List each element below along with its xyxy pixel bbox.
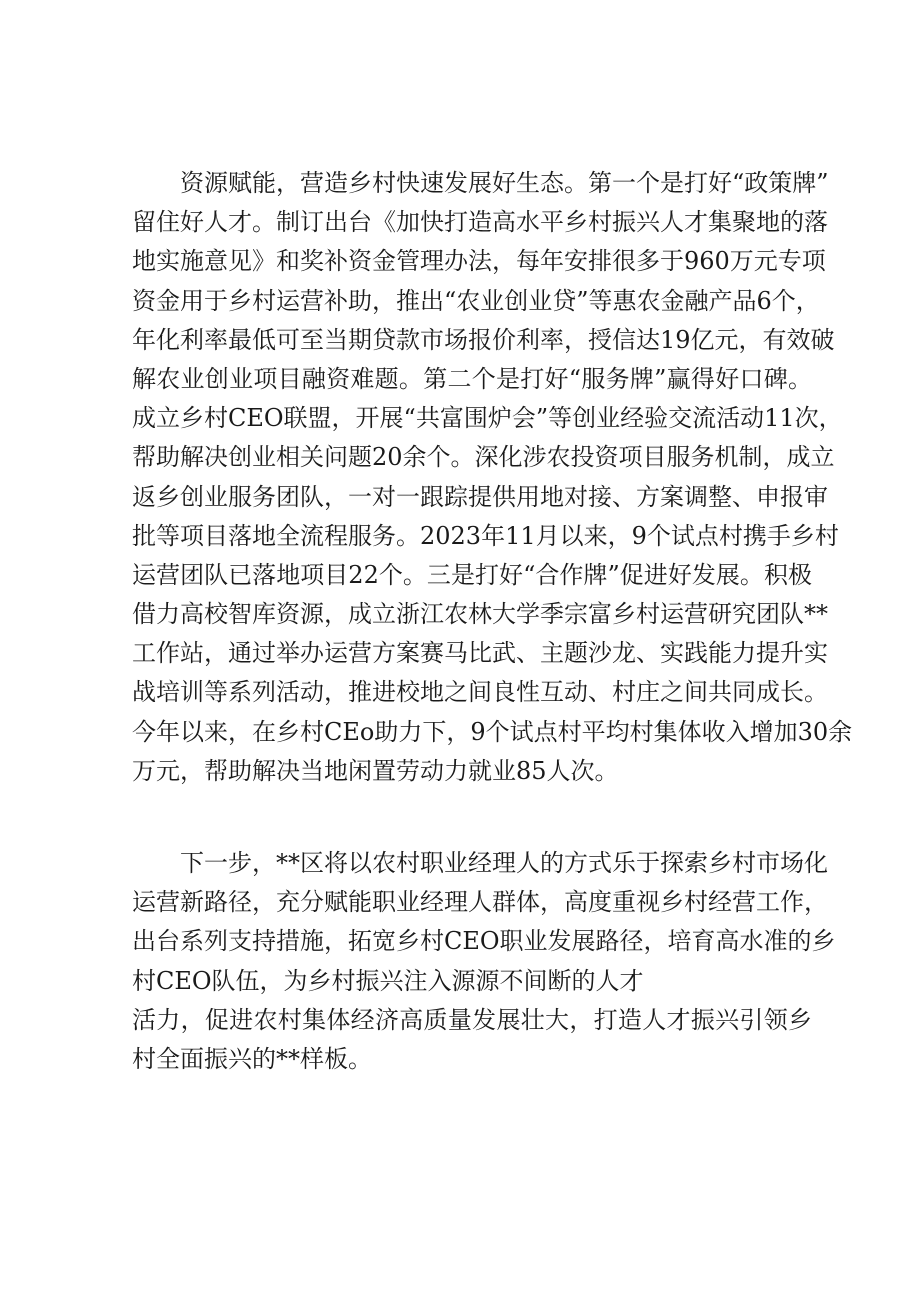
text-line: 解农业创业项目融资难题。第二个是打好“服务牌”赢得好口碑。 xyxy=(132,364,812,393)
text-line: 留住好人才。制订出台《加快打造高水平乡村振兴人才集聚地的落 xyxy=(132,208,828,237)
text-line: 运营新路径，充分赋能职业经理人群体，高度重视乡村经营工作， xyxy=(132,888,828,917)
text-line: 资金用于乡村运营补助，推出“农业创业贷”等惠农金融产品6个， xyxy=(132,286,820,315)
paragraph-next-step xyxy=(132,844,836,1079)
text-line: 村全面振兴的**样板。 xyxy=(132,1044,372,1073)
text-line: 年化利率最低可至当期贷款市场报价利率，授信达19亿元，有效破 xyxy=(132,325,835,354)
text-line: 返乡创业服务团队，一对一跟踪提供用地对接、方案调整、申报审 xyxy=(132,482,828,511)
text-line: 下一步，**区将以农村职业经理人的方式乐于探索乡村市场化 xyxy=(180,849,828,877)
text-line: 村CEO队伍，为乡村振兴注入源源不间断的人才 xyxy=(132,966,644,995)
text-line: 出台系列支持措施，拓宽乡村CEO职业发展路径，培育高水准的乡 xyxy=(132,927,836,956)
text-line: 工作站，通过举办运营方案赛马比武、主题沙龙、实践能力提升实 xyxy=(132,639,828,668)
paragraph-resource-empowerment xyxy=(132,164,853,791)
text-line: 战培训等系列活动，推进校地之间良性互动、村庄之间共同成长。 xyxy=(132,678,828,707)
text-line: 地实施意见》和奖补资金管理办法，每年安排很多于960万元专项 xyxy=(132,247,826,276)
text-line: 活力，促进农村集体经济高质量发展壮大，打造人才振兴引领乡 xyxy=(132,1005,812,1034)
text-line: 帮助解决创业相关问题20余个。深化涉农投资项目服务机制，成立 xyxy=(132,443,835,472)
text-line: 批等项目落地全流程服务。2023年11月以来，9个试点村携手乡村 xyxy=(132,521,839,550)
text-line: 资源赋能，营造乡村快速发展好生态。第一个是打好“政策牌” xyxy=(180,169,829,197)
text-line: 万元，帮助解决当地闲置劳动力就业85人次。 xyxy=(132,756,619,785)
text-line: 今年以来，在乡村CEo助力下，9个试点村平均村集体收入增加30余 xyxy=(132,717,853,746)
text-line: 成立乡村CEO联盟，开展“共富围炉会”等创业经验交流活动11次， xyxy=(132,404,843,433)
text-line: 运营团队已落地项目22个。三是打好“合作牌”促进好发展。积极 xyxy=(132,560,812,589)
text-line: 借力高校智库资源，成立浙江农林大学季宗富乡村运营研究团队** xyxy=(132,600,828,629)
